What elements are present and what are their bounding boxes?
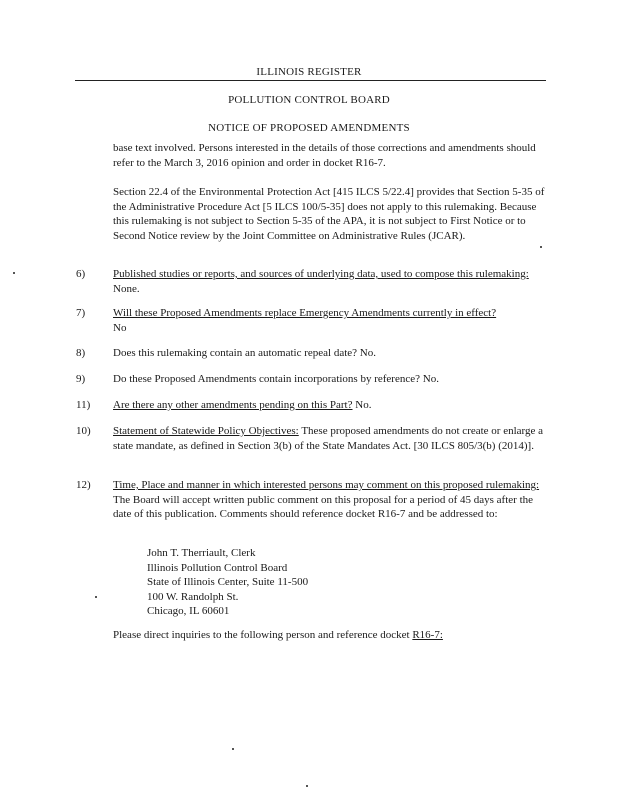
item-8 (113, 346, 545, 361)
item-6-answer: None. (113, 282, 140, 295)
item-number-9: 9) (76, 373, 86, 385)
item-8-question: Does this rulemaking contain an automatic repeal date? (113, 347, 358, 359)
item-9-question: Do these Proposed Amendments contain incorporations by reference? (113, 373, 420, 385)
item-7 (113, 306, 545, 335)
item-12 (113, 478, 545, 522)
address-line-4: 100 W. Randolph St. (147, 590, 239, 603)
item-number-8: 8) (76, 347, 86, 359)
item-11 (113, 398, 545, 413)
item-6 (113, 267, 545, 296)
item-7-question: Will these Proposed Amendments replace Emergency Amendments currently in effect? (113, 307, 497, 319)
address-line-5: Chicago, IL 60601 (147, 605, 230, 617)
scan-speck (95, 596, 97, 598)
scan-speck (13, 272, 15, 274)
item-number-12: 12) (76, 479, 91, 491)
scan-speck (306, 785, 308, 787)
item-10 (113, 424, 545, 453)
closing-paragraph (113, 628, 545, 643)
closing-docket: R16-7: (412, 629, 443, 641)
board-title: POLLUTION CONTROL BOARD (228, 94, 390, 106)
item-11-answer: No. (355, 399, 372, 411)
address-line-1: John T. Therriault, Clerk (147, 547, 256, 559)
item-8-answer: No. (359, 347, 376, 359)
address-block (147, 546, 308, 619)
closing-text: Please direct inquiries to the following person and reference docket (113, 629, 410, 641)
item-7-answer: No (113, 321, 127, 334)
item-12-answer: The Board will accept written public comment on this proposal for a period of 45 days after the date of this publication. Comments should reference docket R16-7 and be addressed to: (113, 493, 534, 520)
item-11-question: Are there any other amendments pending on this Part? (113, 399, 353, 411)
item-number-11: 11) (76, 399, 91, 411)
intro-paragraph-1: base text involved. Persons interested in the details of those corrections and amendments should refer to the March 3, 2016 opinion and order in docket R16-7. (113, 142, 536, 169)
item-10-answer: These proposed amendments do not create or enlarge a state mandate, as defined in Section 3(b) of the State Mandates Act. [30 ILCS 805/3(b) (2014)]. (113, 425, 544, 452)
address-line-3: State of Illinois Center, Suite 11-500 (147, 576, 309, 588)
intro-paragraph-2: Section 22.4 of the Environmental Protection Act [415 ILCS 5/22.4] provides that Section 5-35 of the Administrative Procedure Act [5 ILCS 100/5-35] does not apply to this rulemaking. Because this rulemaking is not subject to Section 5-35 of the APA, it is not subject to First Notice or to Second Notice review by the Joint Committee on Administrative Rules (JCAR). (113, 186, 545, 242)
item-number-6: 6) (76, 268, 86, 280)
register-title: ILLINOIS REGISTER (256, 66, 362, 78)
item-number-7: 7) (76, 307, 86, 319)
item-12-question: Time, Place and manner in which interested persons may comment on this proposed rulemaking: (113, 479, 540, 491)
item-10-question: Statement of Statewide Policy Objectives: (113, 425, 299, 437)
notice-title: NOTICE OF PROPOSED AMENDMENTS (208, 122, 410, 134)
header-rule (75, 80, 546, 81)
item-number-10: 10) (76, 425, 91, 437)
item-6-question: Published studies or reports, and sources of underlying data, used to compose this rulemaking: (113, 268, 529, 280)
item-9-answer: No. (422, 373, 439, 385)
scan-speck (232, 748, 234, 750)
scan-speck (540, 246, 542, 248)
item-9 (113, 372, 545, 387)
address-line-2: Illinois Pollution Control Board (147, 561, 288, 574)
